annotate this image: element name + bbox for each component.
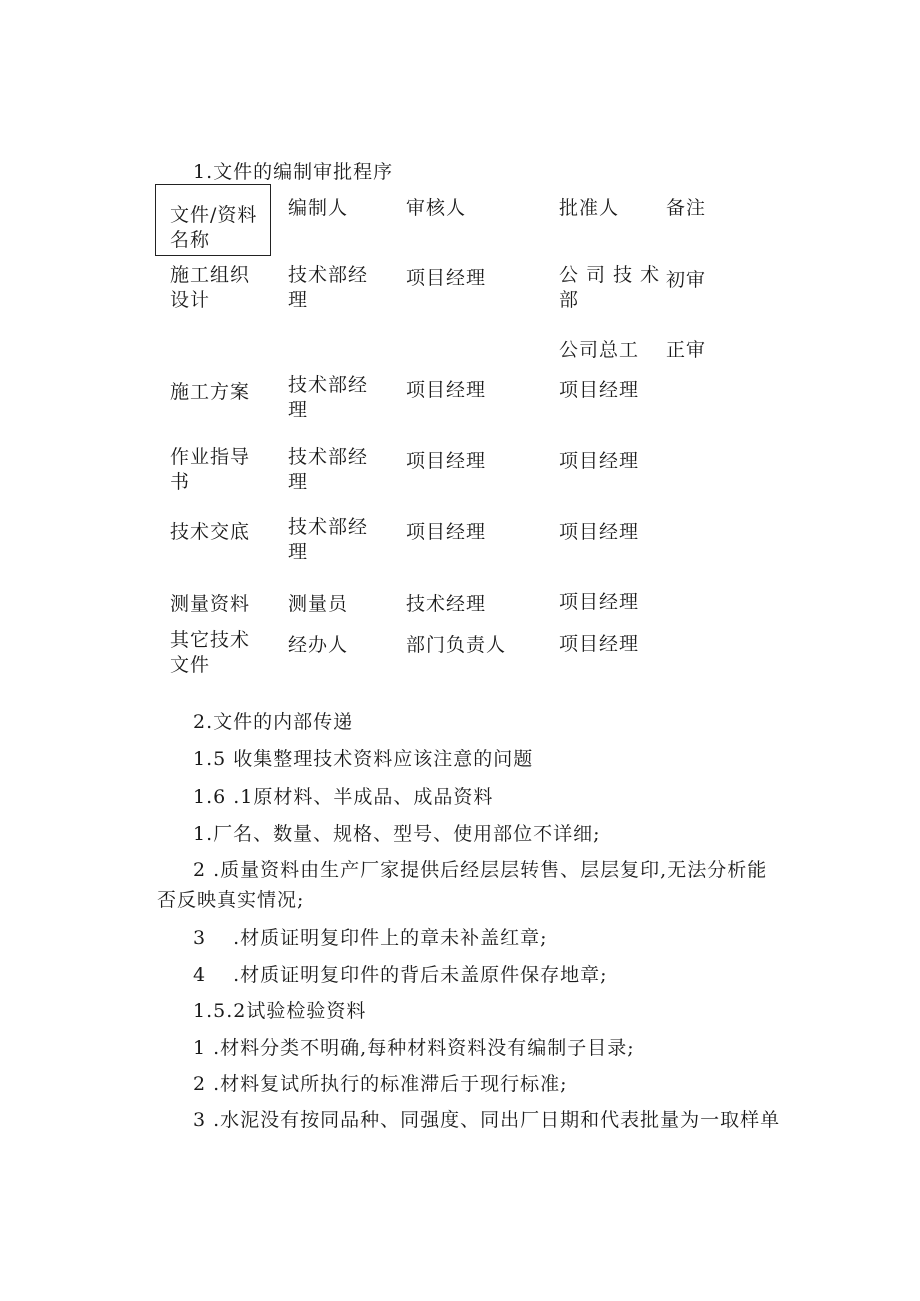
- row-compiler: [288, 373, 368, 423]
- row-name-line2: 书: [170, 471, 191, 493]
- row-name: 施工方案: [170, 381, 251, 403]
- row-reviewer: 技术经理: [406, 593, 487, 615]
- row-compiler-line2: 理: [288, 289, 309, 311]
- row-approver: 项目经理: [559, 379, 640, 401]
- paragraph: 4 .材质证明复印件的背后未盖原件保存地章;: [193, 964, 608, 986]
- row-approver-line1: 公 司 技 术: [559, 264, 661, 286]
- row-name-line2: 文件: [170, 654, 211, 676]
- paragraph: 1.5.2试验检验资料: [193, 1000, 367, 1022]
- row-name: [170, 445, 250, 495]
- row-approver: 项目经理: [559, 633, 640, 655]
- row-note: 初审: [666, 269, 707, 291]
- row-approver: 公司总工: [559, 339, 640, 361]
- table-header-name: [155, 184, 271, 256]
- paragraph: 1.6 .1原材料、半成品、成品资料: [193, 786, 494, 808]
- row-note: 正审: [666, 339, 707, 361]
- row-compiler-line1: 技术部经: [288, 446, 369, 468]
- paragraph: 2.文件的内部传递: [193, 711, 354, 733]
- row-compiler-line2: 理: [288, 541, 309, 563]
- row-approver-line2: 部: [559, 289, 580, 311]
- row-reviewer: 项目经理: [406, 521, 487, 543]
- table-header-note: 备注: [666, 197, 707, 219]
- row-approver: [559, 263, 660, 313]
- row-reviewer: 项目经理: [406, 267, 487, 289]
- header-name-line2: 名称: [170, 229, 211, 251]
- row-name: [170, 263, 250, 313]
- table-header-reviewer: 审核人: [406, 197, 467, 219]
- table-header-compiler: 编制人: [288, 197, 349, 219]
- row-name: 技术交底: [170, 521, 251, 543]
- paragraph: 2 .质量资料由生产厂家提供后经层层转售、层层复印,无法分析能: [193, 859, 768, 881]
- paragraph: 1.5 收集整理技术资料应该注意的问题: [193, 748, 534, 770]
- row-reviewer: 部门负责人: [406, 634, 507, 656]
- paragraph: 1.厂名、数量、规格、型号、使用部位不详细;: [193, 823, 601, 845]
- row-name: [170, 628, 250, 678]
- row-approver: 项目经理: [559, 450, 640, 472]
- header-name-line1: 文件/资料: [170, 204, 258, 226]
- row-compiler-line2: 理: [288, 471, 309, 493]
- row-approver: 项目经理: [559, 521, 640, 543]
- row-name-line1: 施工组织: [170, 264, 251, 286]
- paragraph: 1 .材料分类不明确,每种材料资料没有编制子目录;: [193, 1037, 635, 1059]
- row-compiler: 经办人: [288, 634, 349, 656]
- row-compiler: [288, 263, 368, 313]
- row-name-line1: 其它技术: [170, 629, 251, 651]
- paragraph: 3 .材质证明复印件上的章未补盖红章;: [193, 927, 548, 949]
- row-approver: 项目经理: [559, 591, 640, 613]
- row-compiler-line1: 技术部经: [288, 516, 369, 538]
- row-compiler: 测量员: [288, 593, 349, 615]
- row-reviewer: 项目经理: [406, 450, 487, 472]
- row-compiler-line1: 技术部经: [288, 374, 369, 396]
- table-header-approver: 批准人: [559, 197, 620, 219]
- row-reviewer: 项目经理: [406, 379, 487, 401]
- row-name-line1: 作业指导: [170, 446, 251, 468]
- paragraph: 否反映真实情况;: [157, 889, 305, 911]
- row-name-line2: 设计: [170, 289, 211, 311]
- paragraph: 3 .水泥没有按同品种、同强度、同出厂日期和代表批量为一取样单: [193, 1109, 781, 1131]
- row-compiler: [288, 445, 368, 495]
- row-name: 测量资料: [170, 593, 251, 615]
- paragraph: 2 .材料复试所执行的标准滞后于现行标准;: [193, 1073, 568, 1095]
- row-compiler: [288, 515, 368, 565]
- row-compiler-line2: 理: [288, 399, 309, 421]
- section-heading-approval: 1.文件的编制审批程序: [193, 161, 394, 183]
- row-compiler-line1: 技术部经: [288, 264, 369, 286]
